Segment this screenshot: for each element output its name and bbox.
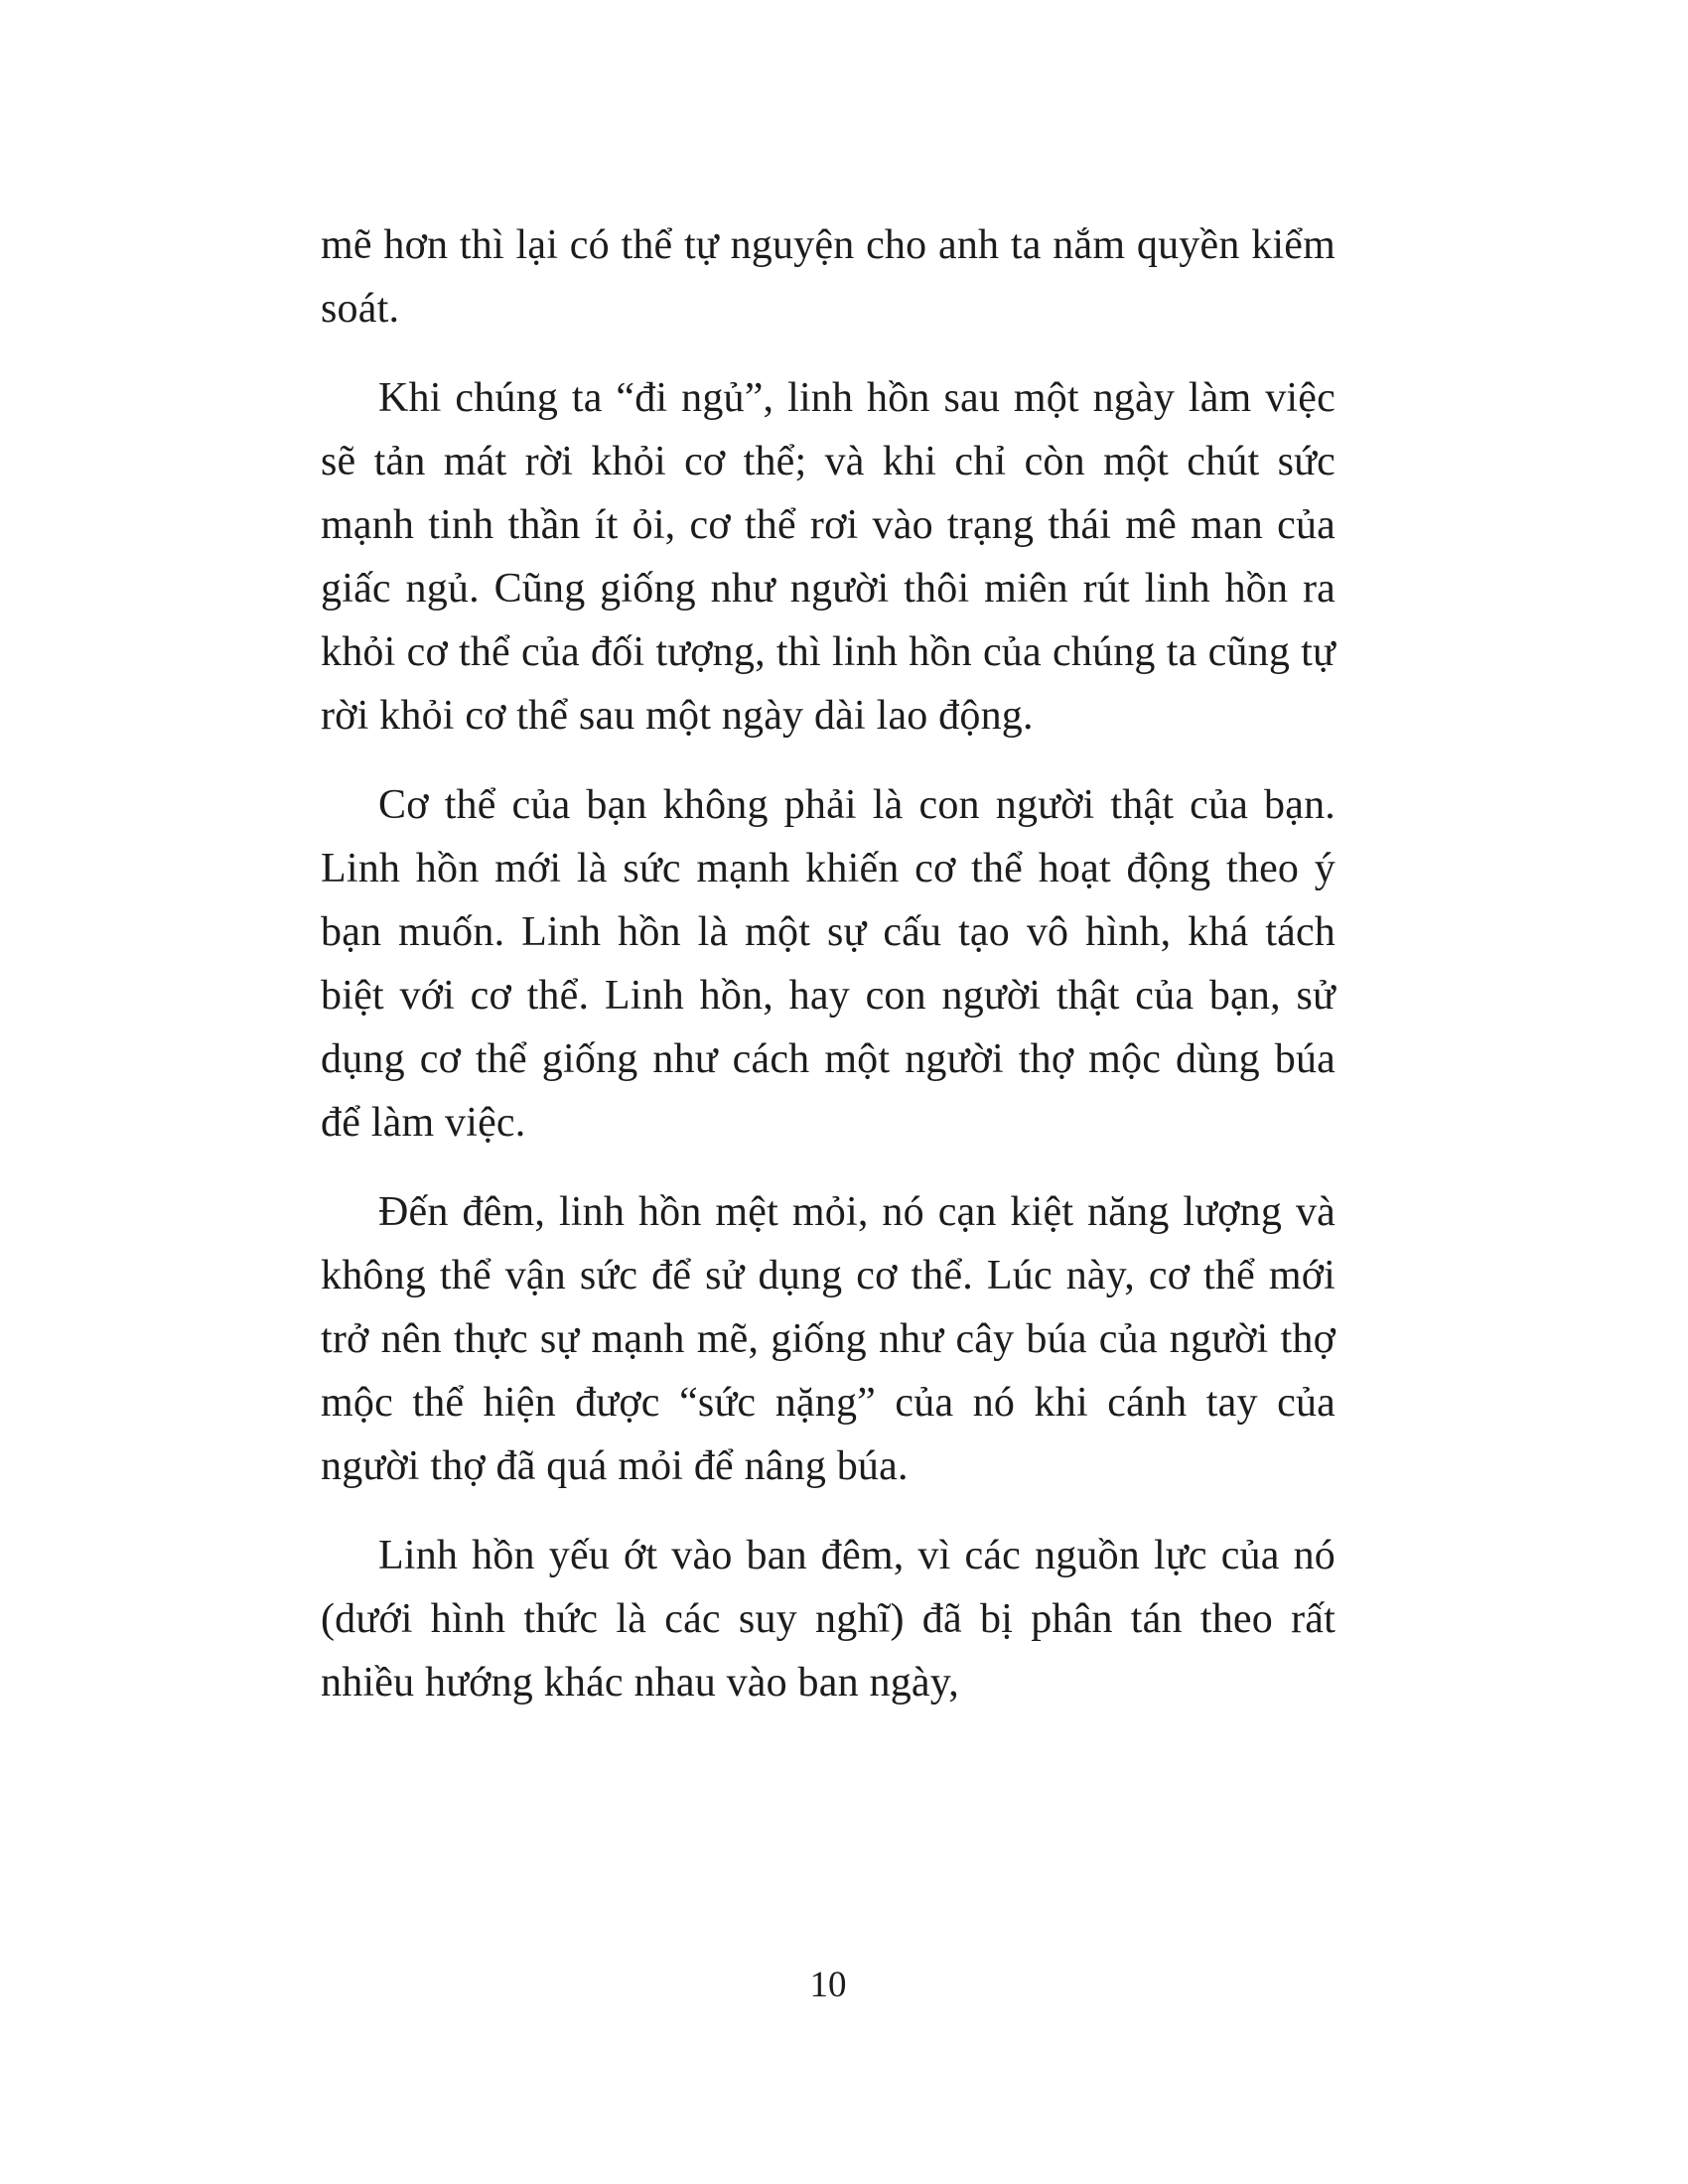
paragraph-sleep: Khi chúng ta “đi ngủ”, linh hồn sau một ngày làm việc sẽ tản mát rời khỏi cơ thể; và khi chỉ còn một chút sức mạnh tinh thần ít ỏi, cơ thể rơi vào trạng thái mê man của giấc ngủ. Cũng giống như người thôi miên rút linh hồn ra khỏi cơ thể của đối tượng, thì linh hồn của chúng ta cũng tự rời khỏi cơ thể sau một ngày dài lao động. xyxy=(321,375,1336,739)
page-number: 10 xyxy=(809,1965,847,2005)
paragraph-body-soul: Cơ thể của bạn không phải là con người thật của bạn. Linh hồn mới là sức mạnh khiến cơ thể hoạt động theo ý bạn muốn. Linh hồn là một sự cấu tạo vô hình, khá tách biệt với cơ thể. Linh hồn, hay con người thật của bạn, sử dụng cơ thể giống như cách một người thợ mộc dùng búa để làm việc. xyxy=(321,782,1336,1146)
paragraph-weak-soul: Linh hồn yếu ớt vào ban đêm, vì các nguồn lực của nó (dưới hình thức là các suy nghĩ) đã bị phân tán theo rất nhiều hướng khác nhau vào ban ngày, xyxy=(321,1533,1336,1706)
paragraph-night-soul: Đến đêm, linh hồn mệt mỏi, nó cạn kiệt năng lượng và không thể vận sức để sử dụng cơ thể. Lúc này, cơ thể mới trở nên thực sự mạnh mẽ, giống như cây búa của người thợ mộc thể hiện được “sức nặng” của nó khi cánh tay của người thợ đã quá mỏi để nâng búa. xyxy=(321,1189,1336,1489)
paragraph-continuation: mẽ hơn thì lại có thể tự nguyện cho anh ta nắm quyền kiểm soát. xyxy=(321,222,1336,332)
page-body xyxy=(321,213,1336,1740)
